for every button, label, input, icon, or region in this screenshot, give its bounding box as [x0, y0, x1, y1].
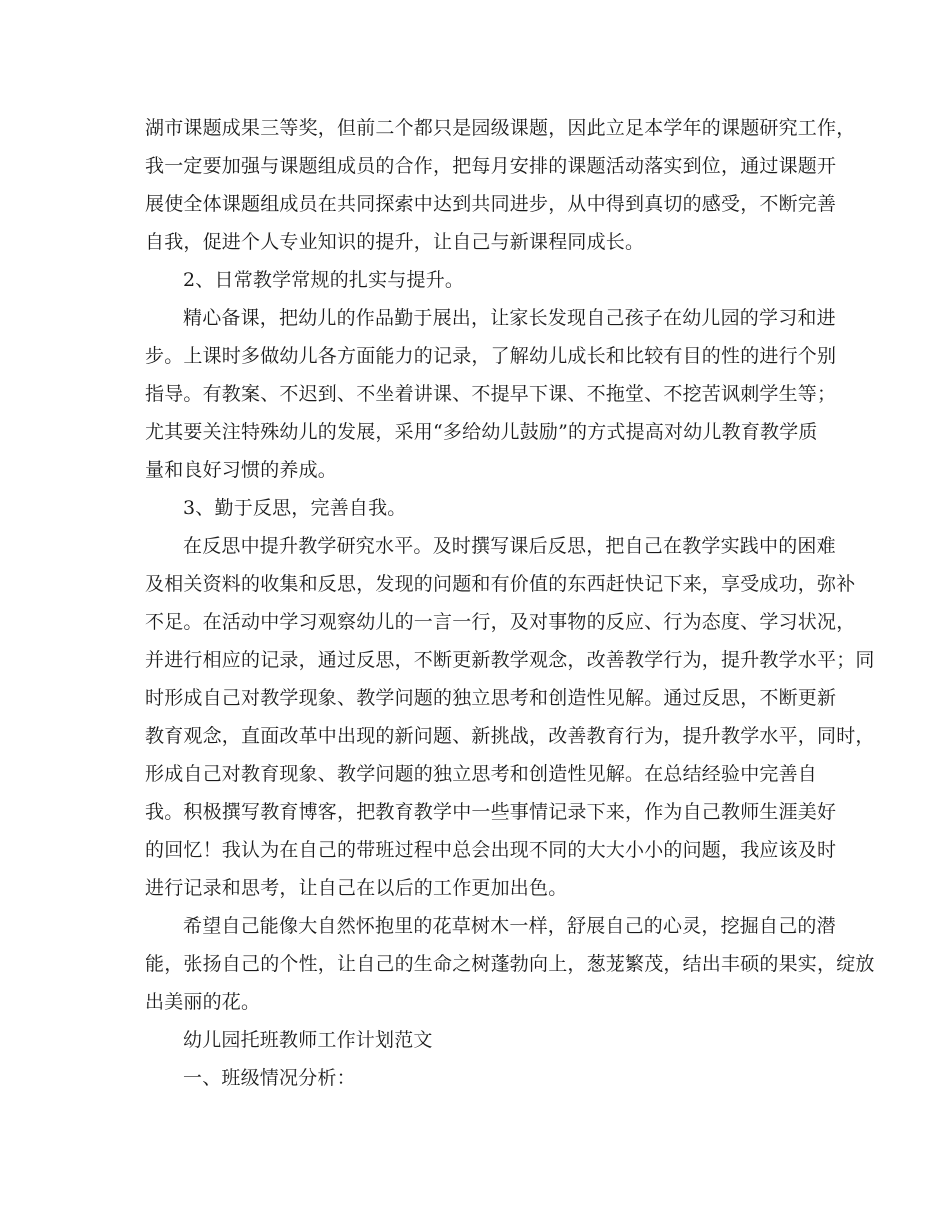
section-heading-2: 2、日常教学常规的扎实与提升。	[183, 269, 465, 291]
text-line-2: 我一定要加强与课题组成员的合作，把每月安排的课题活动落实到位，通过课题开	[145, 155, 837, 177]
text-line-23: 能，张扬自己的个性，让自己的生命之树蓬勃向上，葱茏繁茂，结出丰硕的果实，绽放	[145, 953, 875, 975]
text-line-8: 指导。有教案、不迟到、不坐着讲课、不提早下课、不拖堂、不挖苦讽刺学生等；	[145, 383, 837, 405]
text-line-1: 湖市课题成果三等奖，但前二个都只是园级课题，因此立足本学年的课题研究工作，	[145, 117, 856, 139]
text-line-9: 尤其要关注特殊幼儿的发展，采用“多给幼儿鼓励”的方式提高对幼儿教育教学质	[145, 421, 818, 443]
text-line-13: 及相关资料的收集和反思，发现的问题和有价值的东西赶快记下来，享受成功，弥补	[145, 573, 856, 595]
section-heading-3: 3、勤于反思，完善自我。	[183, 497, 407, 519]
text-line-14: 不足。在活动中学习观察幼儿的一言一行，及对事物的反应、行为态度、学习状况，	[145, 611, 856, 633]
section-heading-class-analysis: 一、班级情况分析：	[183, 1067, 356, 1089]
text-line-18: 形成自己对教育现象、教学问题的独立思考和创造性见解。在总结经验中完善自	[145, 763, 818, 785]
text-line-6: 精心备课，把幼儿的作品勤于展出，让家长发现自己孩子在幼儿园的学习和进	[183, 307, 836, 329]
text-line-24: 出美丽的花。	[145, 991, 261, 1013]
text-line-22: 希望自己能像大自然怀抱里的花草树木一样，舒展自己的心灵，挖掘自己的潜	[183, 915, 836, 937]
text-line-19: 我。积极撰写教育博客，把教育教学中一些事情记录下来，作为自己教师生涯美好	[145, 801, 837, 823]
text-line-20: 的回忆！我认为在自己的带班过程中总会出现不同的大大小小的问题，我应该及时	[145, 839, 837, 861]
text-line-16: 时形成自己对教学现象、教学问题的独立思考和创造性见解。通过反思，不断更新	[145, 687, 837, 709]
document-subtitle: 幼儿园托班教师工作计划范文	[183, 1029, 433, 1051]
text-line-4: 自我，促进个人专业知识的提升，让自己与新课程同成长。	[145, 231, 645, 253]
text-line-10: 量和良好习惯的养成。	[145, 459, 338, 481]
text-line-7: 步。上课时多做幼儿各方面能力的记录，了解幼儿成长和比较有目的性的进行个别	[145, 345, 837, 367]
text-line-3: 展使全体课题组成员在共同探索中达到共同进步，从中得到真切的感受，不断完善	[145, 193, 837, 215]
text-line-12: 在反思中提升教学研究水平。及时撰写课后反思，把自己在教学实践中的困难	[183, 535, 836, 557]
text-line-15: 并进行相应的记录，通过反思，不断更新教学观念，改善教学行为，提升教学水平；同	[145, 649, 875, 671]
text-line-21: 进行记录和思考，让自己在以后的工作更加出色。	[145, 877, 568, 899]
text-line-17: 教育观念，直面改革中出现的新问题、新挑战，改善教育行为，提升教学水平，同时，	[145, 725, 875, 747]
